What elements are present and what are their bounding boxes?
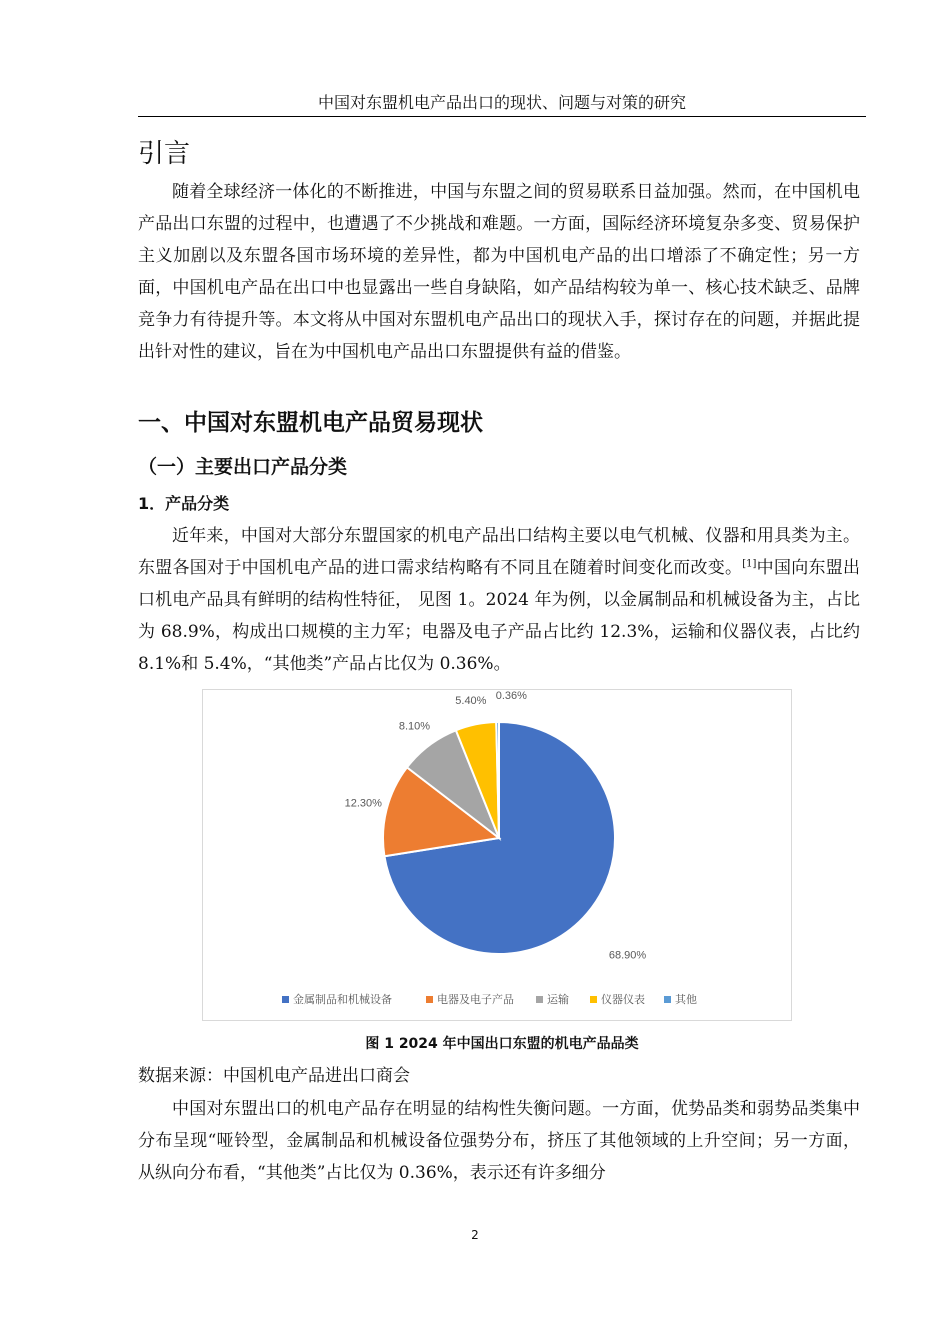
- legend-swatch-2: [426, 996, 433, 1003]
- intro-heading: 引言: [138, 139, 191, 169]
- data-label-5: 0.36%: [495, 690, 527, 702]
- item-heading: 1．产品分类: [138, 494, 230, 513]
- data-label-3: 8.10%: [398, 720, 431, 733]
- data-label-4: 5.40%: [455, 694, 487, 707]
- legend-swatch-3: [536, 996, 543, 1003]
- figure-caption: 图 1 2024 年中国出口东盟的机电产品品类: [365, 1036, 639, 1052]
- citation-ref[interactable]: [1]: [742, 558, 757, 570]
- data-label-2: 12.30%: [344, 797, 382, 810]
- data-source: 数据来源：中国机电产品进出口商会: [138, 1066, 410, 1086]
- legend-label-2: 电器及电子产品: [437, 993, 514, 1006]
- legend-label-3: 运输: [547, 993, 569, 1006]
- data-label-1: 68.90%: [608, 949, 647, 962]
- header-rule: [138, 116, 866, 117]
- closing-paragraph: 中国对东盟出口的机电产品存在明显的结构性失衡问题。一方面，优势品类和弱势品类集中分布呈现“哑铃型，金属制品和机械设备位强势分布，挤压了其他领域的上升空间；另一方面，从纵向分布看，“其他类”占比仅为 0.36%，表示还有许多细分: [138, 1099, 860, 1183]
- legend-swatch-4: [590, 996, 597, 1003]
- pie-chart-svg: [203, 690, 793, 1022]
- legend-label-4: 仪器仪表: [601, 993, 645, 1006]
- classification-paragraph: [138, 520, 860, 680]
- subsection-heading: （一）主要出口产品分类: [138, 456, 348, 478]
- legend-swatch-5: [664, 996, 671, 1003]
- pie-chart: [202, 689, 792, 1021]
- running-header: 中国对东盟机电产品出口的现状、问题与对策的研究: [317, 93, 686, 112]
- legend-label-1: 金属制品和机械设备: [293, 993, 392, 1006]
- legend-swatch-1: [282, 996, 289, 1003]
- intro-paragraph: 随着全球经济一体化的不断推进，中国与东盟之间的贸易联系日益加强。然而，在中国机电产品出口东盟的过程中，也遭遇了不少挑战和难题。一方面，国际经济环境复杂多变、贸易保护主义加剧以及东盟各国市场环境的差异性，都为中国机电产品的出口增添了不确定性；另一方面，中国机电产品在出口中也显露出一些自身缺陷，如产品结构较为单一、核心技术缺乏、品牌竞争力有待提升等。本文将从中国对东盟机电产品出口的现状入手，探讨存在的问题，并据此提出针对性的建议，旨在为中国机电产品出口东盟提供有益的借鉴。: [138, 182, 860, 362]
- paragraph-text-before-ref: 近年来，中国对大部分东盟国家的机电产品出口结构主要以电气机械、仪器和用具类为主。东盟各国对于中国机电产品的进口需求结构略有不同且在随着时间变化而改变。: [138, 526, 860, 578]
- paragraph-text-after-ref: 中国向东盟出口机电产品具有鲜明的结构性特征， 见图 1。2024 年为例，以金属制品和机械设备为主，占比为 68.9%，构成出口规模的主力军；电器及电子产品占比约 12.3%，运输和仪器仪表，占比约 8.1%和 5.4%，“其他类”产品占比仅为 0.36%。: [138, 558, 861, 674]
- section-heading: 一、中国对东盟机电产品贸易现状: [138, 410, 483, 436]
- page-number: 2: [471, 1228, 479, 1242]
- legend-label-5: 其他: [675, 993, 697, 1006]
